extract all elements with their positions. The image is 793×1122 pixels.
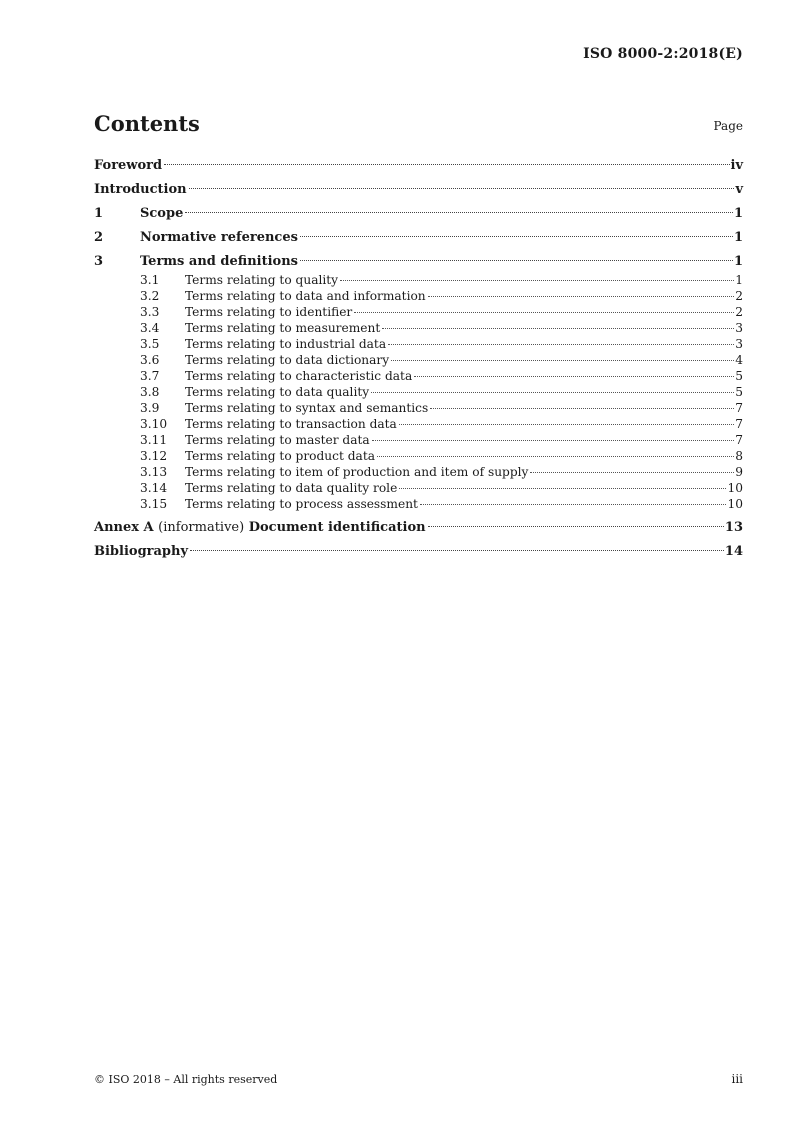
toc-entry-terms-and-definitions[interactable] [94,252,743,272]
toc-subentry-page: 2 [735,305,743,319]
toc-entry-page: 1 [733,206,743,221]
toc-entry-number: 1 [94,206,104,221]
toc-entry-page: iv [730,158,743,173]
toc-entry-annex-a[interactable] [94,516,743,540]
toc-subentry-title: Terms relating to industrial data [185,337,387,351]
toc-subentry-page: 5 [735,369,743,383]
dot-leader [300,236,733,237]
toc-entry-normative-references[interactable] [94,226,743,250]
toc-subentry[interactable] [94,496,743,512]
annex-qualifier: (informative) [158,520,245,535]
toc-subentry-page: 10 [727,481,743,495]
toc-subentry[interactable] [94,352,743,368]
toc-entry-page: 1 [733,230,743,245]
toc-entry-page: v [735,182,743,197]
toc-subentry[interactable] [94,400,743,416]
toc-subentry[interactable] [94,272,743,288]
toc-subentry-page: 5 [735,385,743,399]
toc-subentry[interactable] [94,288,743,304]
toc-subentry-number: 3.8 [140,385,160,399]
toc-subentry-title: Terms relating to master data [185,433,370,447]
dot-leader [388,344,734,345]
toc-subentry-page: 3 [735,321,743,335]
dot-leader [430,408,734,409]
toc-entry-bibliography[interactable] [94,540,743,564]
dot-leader [399,424,734,425]
toc-subentry-number: 3.12 [140,449,168,463]
dot-leader [164,164,729,165]
toc-subentry[interactable] [94,464,743,480]
toc-subentry-title: Terms relating to quality [185,273,339,287]
dot-leader [420,504,727,505]
toc-entry-introduction[interactable] [94,178,743,202]
toc-subentry-number: 3.2 [140,289,160,303]
toc-subentry-title: Terms relating to data dictionary [185,353,390,367]
page-title: Contents [94,111,200,136]
toc-subentry-title: Terms relating to transaction data [185,417,397,431]
toc-subentry-page: 2 [735,289,743,303]
dot-leader [399,488,726,489]
toc-subentry[interactable] [94,336,743,352]
toc-subentry-number: 3.13 [140,465,168,479]
toc-subentry-page: 9 [735,465,743,479]
dot-leader [189,188,735,189]
toc-subentry-number: 3.11 [140,433,168,447]
toc-subentry-title: Terms relating to data quality [185,385,370,399]
toc-subentry-number: 3.6 [140,353,160,367]
toc-subentry[interactable] [94,304,743,320]
toc-subentry-title: Terms relating to item of production and item of supply [185,465,529,479]
toc-entry-title: Scope [140,206,184,221]
toc-entry-page: 13 [724,520,743,535]
toc-subentry-page: 10 [727,497,743,511]
toc-entry-number: 2 [94,230,104,245]
toc-subentry[interactable] [94,480,743,496]
toc-entry-title: Terms and definitions [140,254,298,269]
toc-subentry[interactable] [94,448,743,464]
toc-entry-number: 3 [94,254,104,269]
toc-subentry-title: Terms relating to identifier [185,305,353,319]
footer-copyright: © ISO 2018 – All rights reserved [94,1073,278,1086]
toc-subentry[interactable] [94,384,743,400]
toc-subentry-page: 7 [735,417,743,431]
dot-leader [377,456,734,457]
toc-entry-title: Introduction [94,182,187,197]
dot-leader [340,280,734,281]
toc-subentry-number: 3.3 [140,305,160,319]
toc-subentry[interactable] [94,416,743,432]
toc-subentry-page: 7 [735,401,743,415]
toc-entry-title: Foreword [94,158,163,173]
dot-leader [530,472,734,473]
toc-subentry-page: 4 [735,353,743,367]
dot-leader [414,376,734,377]
page-column-label: Page [713,119,743,133]
toc-subentry-title: Terms relating to characteristic data [185,369,413,383]
dot-leader [428,296,735,297]
document-id: ISO 8000-2:2018(E) [583,46,743,62]
toc-subentry-title: Terms relating to process assessment [185,497,418,511]
dot-leader [190,550,724,551]
toc-subentry-page: 1 [735,273,743,287]
toc-subentry-number: 3.1 [140,273,160,287]
toc-entry-page: 14 [724,544,743,559]
toc-subentry-title: Terms relating to data and information [185,289,426,303]
toc-subentry[interactable] [94,432,743,448]
toc-subentry-page: 8 [735,449,743,463]
annex-prefix: Annex A [94,520,154,535]
toc-subentry-title: Terms relating to data quality role [185,481,398,495]
toc-entry-page: 1 [733,254,743,269]
toc-subentry-title: Terms relating to syntax and semantics [185,401,429,415]
toc-subentry[interactable] [94,368,743,384]
dot-leader [300,260,733,261]
table-of-contents [94,154,743,564]
dot-leader [371,392,734,393]
toc-subentry-number: 3.10 [140,417,168,431]
toc-entry-scope[interactable] [94,202,743,226]
toc-subsection-list [94,272,743,512]
toc-subentry-number: 3.9 [140,401,160,415]
dot-leader [391,360,734,361]
annex-title: Document identification [248,520,426,535]
toc-subentry-page: 3 [735,337,743,351]
toc-subentry-title: Terms relating to measurement [185,321,381,335]
toc-subentry-page: 7 [735,433,743,447]
dot-leader [354,312,734,313]
toc-subentry-number: 3.4 [140,321,160,335]
toc-entry-title: Bibliography [94,544,189,559]
toc-subentry-number: 3.14 [140,481,168,495]
toc-entry-foreword[interactable] [94,154,743,178]
dot-leader [185,212,733,213]
toc-subentry-number: 3.15 [140,497,168,511]
toc-entry-title: Normative references [140,230,298,245]
toc-subentry-title: Terms relating to product data [185,449,375,463]
toc-subentry-number: 3.7 [140,369,160,383]
dot-leader [382,328,734,329]
footer-page-number: iii [731,1072,743,1086]
dot-leader [428,526,724,527]
toc-subentry-number: 3.5 [140,337,160,351]
toc-subentry[interactable] [94,320,743,336]
dot-leader [372,440,735,441]
